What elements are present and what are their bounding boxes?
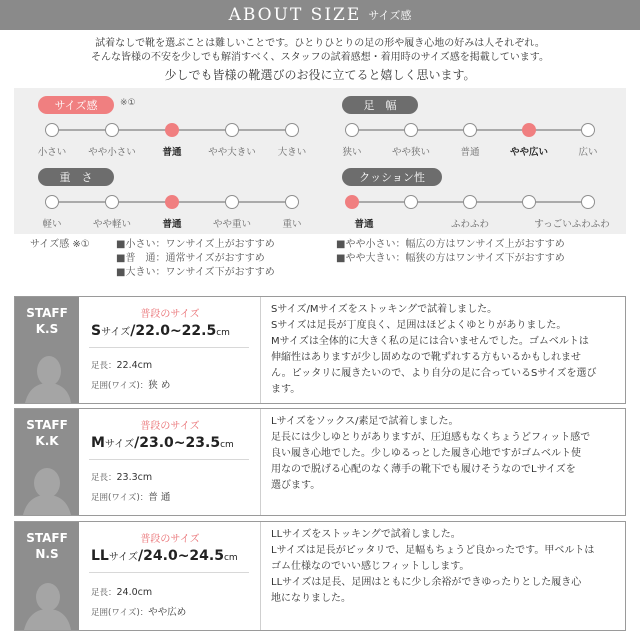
scale-dot — [45, 123, 59, 137]
foot-length: 足長：23.3cm — [91, 472, 153, 483]
comment-line: LLサイズは足長、足囲はともに少し余裕ができゆったりとした履き心 — [271, 577, 582, 588]
size-range: /23.0~23.5 — [134, 435, 221, 451]
scale-dot-selected — [165, 123, 179, 137]
scale-foot-width — [342, 96, 622, 156]
size-range: /24.0~24.5 — [138, 548, 224, 564]
scale-option: やや小さい — [88, 147, 136, 158]
comment-line: ます。 — [271, 384, 301, 395]
size-scales-panel — [14, 88, 626, 234]
scale-option-selected: 普通 — [162, 147, 182, 158]
scale-option: 小さい — [37, 147, 67, 158]
scale-dot-selected — [522, 123, 536, 137]
foot-length: 足長：22.4cm — [91, 360, 153, 371]
comment-line: 良い履き心地でした。少しゆるっとした履き心地ですがゴムベルト使 — [271, 448, 581, 459]
person-silhouette-icon — [21, 461, 73, 515]
scale-label: 重 さ — [38, 168, 114, 186]
legend-row: ■大きい：ワンサイズ下がおすすめ — [116, 267, 275, 278]
usual-size-label: 普段のサイズ — [140, 309, 200, 320]
staff-tag — [15, 417, 79, 449]
scale-dot — [404, 195, 418, 209]
foot-width: 足囲(ワイズ)：やや広め — [91, 607, 187, 618]
scale-size-feel — [38, 96, 318, 156]
scale-dot — [225, 123, 239, 137]
comment-line: 選びます。 — [271, 480, 321, 491]
intro-text — [0, 37, 640, 84]
size-word: サイズ — [108, 552, 139, 563]
scale-option: 軽い — [42, 219, 62, 230]
scale-label: サイズ感 — [38, 96, 114, 114]
size-unit: cm — [216, 328, 230, 338]
staff-comment — [271, 527, 621, 607]
scale-dot — [463, 123, 477, 137]
staff-size-info — [79, 409, 261, 515]
scale-option-selected: 普通 — [354, 219, 374, 230]
staff-badge — [15, 297, 79, 403]
staff-comment — [271, 302, 621, 398]
scale-cushion — [342, 168, 622, 228]
size-range: /22.0~22.5 — [130, 323, 217, 339]
comment-line: ゴム仕様なのでいい感じフィットしします。 — [271, 561, 470, 572]
scale-label: 足 幅 — [342, 96, 418, 114]
staff-label: STAFF — [26, 418, 68, 432]
usual-size-value — [91, 548, 238, 564]
person-silhouette-icon — [21, 576, 73, 630]
scale-dot — [225, 195, 239, 209]
scale-option: 広い — [578, 147, 598, 158]
foot-width: 足囲(ワイズ)：普 通 — [91, 492, 171, 503]
comment-line: ん。ピッタリに履きたいので、より自分の足に合っているSサイズを選び — [271, 368, 597, 379]
comment-line: 用なので脱げる心配のなく薄手の靴下でも履けそうなのでLサイズを — [271, 464, 576, 475]
scale-dot — [345, 123, 359, 137]
scale-option: やや狭い — [391, 147, 431, 158]
divider — [89, 572, 249, 573]
legend-row: ■やや大きい：幅狭の方はワンサイズ下がおすすめ — [336, 253, 565, 264]
header-bar — [0, 0, 640, 30]
page-title: ABOUT SIZE — [228, 5, 362, 25]
size-word: サイズ — [104, 439, 135, 450]
staff-size-info — [79, 297, 261, 403]
scale-option: やや大きい — [208, 147, 256, 158]
scale-label: クッション性 — [342, 168, 442, 186]
scale-dot — [581, 123, 595, 137]
staff-badge — [15, 522, 79, 630]
usual-size-value — [91, 323, 230, 339]
scale-dot — [581, 195, 595, 209]
page-subtitle: サイズ感 — [368, 9, 412, 22]
scale-dot — [404, 123, 418, 137]
size-unit: cm — [223, 553, 238, 563]
scale-dot — [105, 195, 119, 209]
legend-row: ■普 通：通常サイズがおすすめ — [116, 253, 265, 264]
usual-size-label: 普段のサイズ — [140, 421, 200, 432]
comment-line: 地になりました。 — [271, 593, 351, 604]
scale-option: やや軽い — [92, 219, 132, 230]
comment-line: 足長には少しゆとりがありますが、圧迫感もなくちょうどフィット感で — [271, 432, 591, 443]
scale-option-selected: 普通 — [162, 219, 182, 230]
comment-line: Sサイズ/Mサイズをストッキングで試着しました。 — [271, 304, 498, 315]
scale-option: 大きい — [277, 147, 307, 158]
staff-card — [14, 296, 626, 404]
foot-length: 足長：24.0cm — [91, 587, 153, 598]
usual-size-label: 普段のサイズ — [140, 534, 200, 545]
legend-row: ■やや小さい：幅広の方はワンサイズ上がおすすめ — [336, 239, 565, 250]
scale-weight — [38, 168, 318, 228]
scale-option-selected: やや広い — [509, 147, 549, 158]
scale-option: 普通 — [460, 147, 480, 158]
legend-left — [116, 238, 275, 280]
size-code: S — [91, 323, 102, 339]
scale-dot — [285, 195, 299, 209]
size-code: LL — [91, 548, 109, 564]
staff-tag — [15, 305, 79, 337]
staff-label: STAFF — [26, 531, 68, 545]
divider — [89, 459, 249, 460]
intro-line: そんな皆様の不安を少しでも解消すべく、スタッフの試着感想・着用時のサイズ感を掲載しています。 — [91, 52, 549, 63]
scale-option: 重い — [282, 219, 302, 230]
scale-option: ふわふわ — [450, 219, 490, 230]
staff-card — [14, 521, 626, 631]
divider — [89, 347, 249, 348]
staff-label: STAFF — [26, 306, 68, 320]
legend-row: ■小さい：ワンサイズ上がおすすめ — [116, 239, 275, 250]
intro-line: 試着なしで靴を選ぶことは難しいことです。ひとりひとりの足の形や履き心地の好みは人それぞれ。 — [95, 38, 545, 49]
comment-line: LLサイズをストッキングで試着しました。 — [271, 529, 461, 540]
foot-width: 足囲(ワイズ)：狭 め — [91, 380, 171, 391]
size-unit: cm — [220, 440, 234, 450]
size-word: サイズ — [101, 327, 131, 338]
scale-dot-selected — [345, 195, 359, 209]
staff-tag — [15, 530, 79, 562]
staff-size-info — [79, 522, 261, 630]
comment-line: Lサイズは足長がピッタリで、足幅もちょうど良かったです。甲ベルトは — [271, 545, 595, 556]
comment-line: Mサイズは全体的に大きく私の足には合いませんでした。ゴムベルトは — [271, 336, 589, 347]
scale-dot — [45, 195, 59, 209]
scale-option: やや重い — [212, 219, 252, 230]
staff-badge — [15, 409, 79, 515]
scale-dot — [463, 195, 477, 209]
scale-option: すっごいふわふわ — [534, 219, 610, 230]
usual-size-value — [91, 435, 234, 451]
scale-dot — [522, 195, 536, 209]
staff-initials: N.S — [35, 547, 59, 561]
person-silhouette-icon — [21, 349, 73, 403]
size-code: M — [91, 435, 105, 451]
comment-line: 伸縮性はありますが少し固めなので靴ずれする方もいるかもしれませ — [271, 352, 581, 363]
scale-dot-selected — [165, 195, 179, 209]
scale-option: 狭い — [342, 147, 362, 158]
intro-line: 少しでも皆様の靴選びのお役に立てると嬉しく思います。 — [164, 68, 476, 82]
staff-card — [14, 408, 626, 516]
staff-initials: K.K — [35, 434, 59, 448]
staff-comment — [271, 414, 621, 494]
legend-title: サイズ感 ※① — [30, 239, 90, 250]
scale-dot — [105, 123, 119, 137]
staff-initials: K.S — [35, 322, 59, 336]
comment-line: Sサイズは足長が丁度良く、足囲はほどよくゆとりがありました。 — [271, 320, 567, 331]
scale-dot — [285, 123, 299, 137]
scale-note: ※① — [120, 98, 136, 108]
comment-line: Lサイズをソックス/素足で試着しました。 — [271, 416, 459, 427]
legend-right — [336, 238, 565, 266]
